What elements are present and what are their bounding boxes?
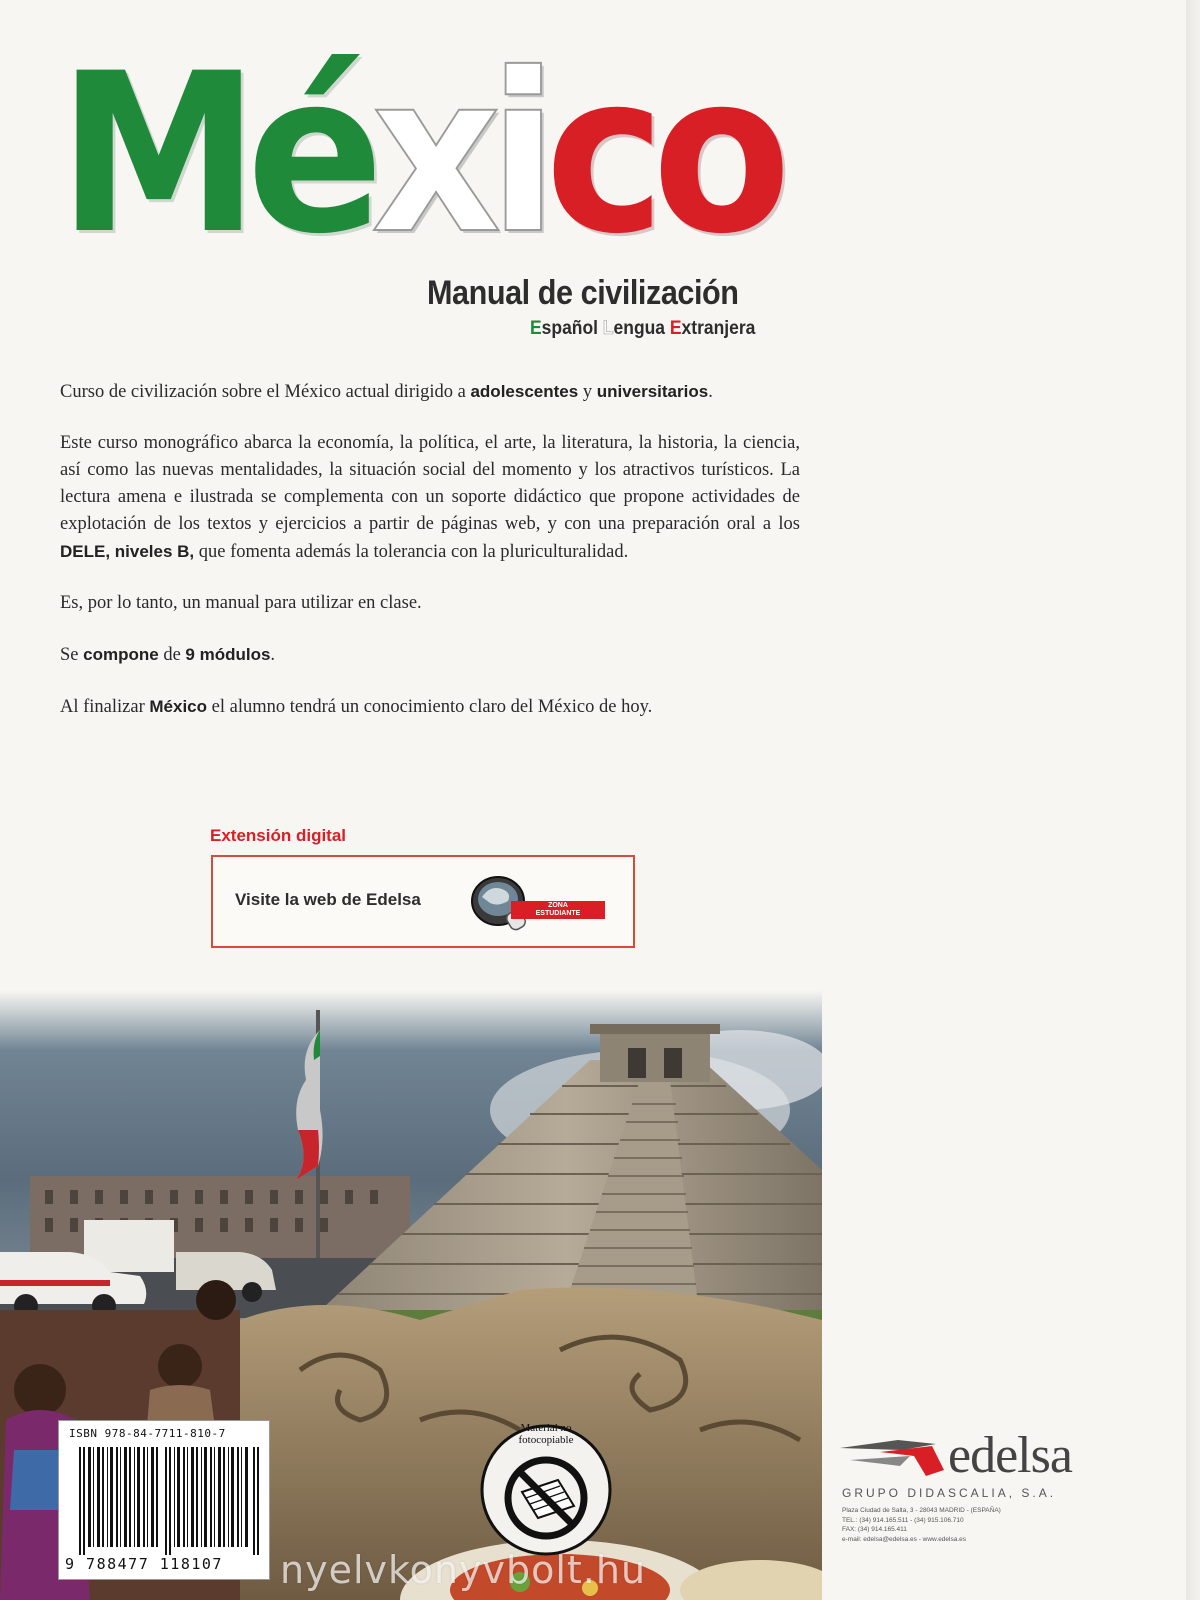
p2-highlight-dele: DELE, niveles B, <box>60 542 195 561</box>
ele-lengua: engua <box>613 318 670 339</box>
p4-text-c: . <box>270 645 276 665</box>
title-part-green: Mé <box>58 26 371 282</box>
barcode-bars <box>79 1447 259 1555</box>
paragraph-5 <box>60 693 800 721</box>
zona-estudiante-label <box>511 901 605 919</box>
extension-label: Extensión digital <box>210 826 347 845</box>
p5-highlight-mexico: México <box>149 697 208 716</box>
ele-line <box>530 318 755 340</box>
p1-text-a: Curso de civilización sobre el México actual dirigido a <box>60 382 471 402</box>
publisher-fax: FAX: (34) 914.165.411 <box>842 1526 907 1533</box>
publisher-tel: TEL.: (34) 914.165.511 - (34) 915.106.710 <box>842 1516 964 1524</box>
publisher-contact <box>842 1506 1102 1544</box>
isbn-text: ISBN 978-84-7711-810-7 <box>69 1427 226 1440</box>
p2-text-b: que fomenta además la tolerancia con la pluriculturalidad. <box>194 542 629 562</box>
paragraph-4 <box>60 641 800 669</box>
page-edge <box>1186 0 1200 1600</box>
p1-text-c: . <box>708 382 713 402</box>
p4-highlight-compone: compone <box>83 645 159 664</box>
subtitle: Manual de civilización <box>427 274 739 312</box>
barcode <box>58 1420 270 1580</box>
paragraph-1 <box>60 378 800 406</box>
publisher-name: edelsa <box>948 1427 1072 1484</box>
ele-letter-x: E <box>669 318 682 339</box>
paragraph-2 <box>60 430 800 566</box>
extension-box[interactable] <box>211 855 635 948</box>
ele-letter-e: E <box>530 318 542 339</box>
p4-text-a: Se <box>60 645 84 665</box>
zona-line-2: ESTUDIANTE <box>535 910 581 917</box>
no-photocopy-stamp <box>478 1422 614 1558</box>
publisher-address: Plaza Ciudad de Salta, 3 - 28043 MADRID - (ESPAÑA) <box>842 1507 1001 1514</box>
ele-extranjera: xtranjera <box>681 318 756 339</box>
p4-text-b: de <box>158 645 186 665</box>
paragraph-3: Es, por lo tanto, un manual para utilizar en clase. <box>60 593 422 613</box>
p4-highlight-modulos: 9 módulos <box>185 645 271 664</box>
barcode-digits: 9 788477 118107 <box>65 1555 223 1573</box>
book-title <box>58 26 779 282</box>
title-part-white: xi <box>370 26 546 282</box>
description <box>60 378 800 745</box>
publisher-email-web: e-mail: edelsa@edelsa.es - www.edelsa.es <box>842 1535 967 1543</box>
zona-line-1: ZONA <box>548 902 568 909</box>
extension-link-text[interactable]: Visite la web de Edelsa <box>235 890 421 909</box>
ele-letter-l: L <box>602 318 614 339</box>
p1-highlight-adolescentes: adolescentes <box>470 382 579 401</box>
zona-estudiante-badge[interactable] <box>468 871 618 933</box>
ele-espanol: spañol <box>541 318 603 339</box>
p1-highlight-universitarios: universitarios <box>596 382 709 401</box>
p5-text-b: el alumno tendrá un conocimiento claro del México de hoy. <box>207 697 653 717</box>
p1-text-b: y <box>578 382 597 402</box>
stamp-text: Material no fotocopiable <box>518 1422 574 1446</box>
p2-text-a: Este curso monográfico abarca la economía, la política, el arte, la literatura, la historia, la ciencia, así como las nuevas mentalidades, la situación social del momento y los atractivos turísticos. La lectura amena e ilustrada se complementa con un soporte didáctico que propone actividades de explotación de los textos y ejercicios a partir de páginas web, y con una preparación oral a los <box>60 433 800 534</box>
publisher-group: GRUPO DIDASCALIA, S.A. <box>842 1486 1057 1500</box>
title-part-red: co <box>545 26 779 282</box>
watermark: nyelvkonyvbolt.hu <box>280 1548 647 1592</box>
p5-text-a: Al finalizar <box>60 697 150 717</box>
